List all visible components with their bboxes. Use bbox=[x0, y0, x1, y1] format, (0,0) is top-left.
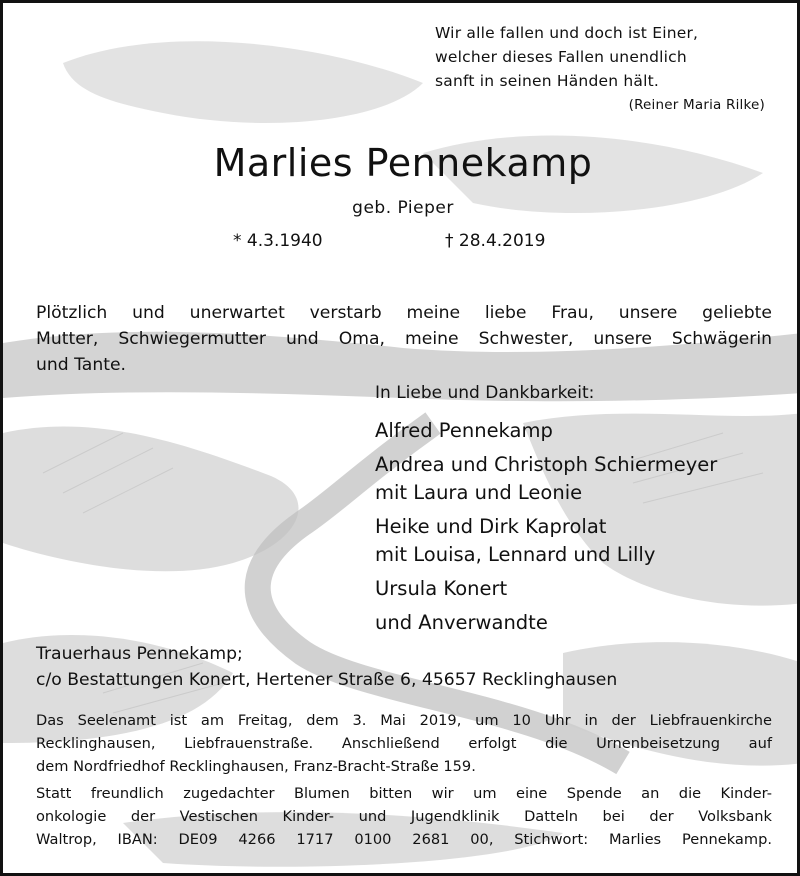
mourner-name: Ursula Konert bbox=[375, 577, 508, 600]
mourner-name: Alfred Pennekamp bbox=[375, 419, 553, 442]
quote-author: (Reiner Maria Rilke) bbox=[628, 97, 765, 113]
address-line: Trauerhaus Pennekamp; bbox=[36, 644, 243, 664]
deceased-name: Marlies Pennekamp bbox=[213, 141, 593, 185]
mourner-name: Andrea und Christoph Schiermeyer bbox=[375, 453, 718, 476]
mourners-heading: In Liebe und Dankbarkeit: bbox=[375, 383, 595, 403]
birth-name: geb. Pieper bbox=[352, 198, 454, 218]
mourner-name: mit Laura und Leonie bbox=[375, 481, 583, 504]
death-date: † 28.4.2019 bbox=[445, 231, 546, 251]
service-line: Das Seelenamt ist am Freitag, dem 3. Mai 2019, um 10 Uhr in der Liebfrauenkirche bbox=[36, 712, 772, 729]
donation-line: Statt freundlich zugedachter Blumen bitten wir um eine Spende an die Kinder- bbox=[36, 785, 772, 802]
intro-line: Plötzlich und unerwartet verstarb meine liebe Frau, unsere geliebte bbox=[36, 303, 772, 323]
mourner-name: Heike und Dirk Kaprolat bbox=[375, 515, 607, 538]
quote-line: Wir alle fallen und doch ist Einer, bbox=[435, 24, 699, 42]
mourning-house-address bbox=[36, 641, 617, 693]
birth-date: * 4.3.1940 bbox=[233, 231, 323, 251]
rilke-quote bbox=[435, 21, 765, 117]
service-line: Recklinghausen, Liebfrauenstraße. Anschließend erfolgt die Urnenbeisetzung auf bbox=[36, 735, 772, 752]
quote-line: welcher dieses Fallen unendlich bbox=[435, 48, 687, 66]
service-line: dem Nordfriedhof Recklinghausen, Franz-Bracht-Straße 159. bbox=[36, 758, 476, 775]
donation-line: Waltrop, IBAN: DE09 4266 1717 0100 2681 00, Stichwort: Marlies Pennekamp. bbox=[36, 831, 772, 848]
quote-line: sanft in seinen Händen hält. bbox=[435, 72, 660, 90]
intro-text bbox=[36, 300, 772, 378]
donation-line: onkologie der Vestischen Kinder- und Jugendklinik Datteln bei der Volksbank bbox=[36, 808, 772, 825]
address-line: c/o Bestattungen Konert, Hertener Straße 6, 45657 Recklinghausen bbox=[36, 670, 618, 690]
mourner-name: mit Louisa, Lennard und Lilly bbox=[375, 543, 656, 566]
intro-line: und Tante. bbox=[36, 355, 127, 375]
mourners-list bbox=[375, 417, 717, 637]
funeral-service-info bbox=[36, 709, 772, 778]
mourner-name: und Anverwandte bbox=[375, 611, 548, 634]
intro-line: Mutter, Schwiegermutter und Oma, meine Schwester, unsere Schwägerin bbox=[36, 329, 772, 349]
donation-request bbox=[36, 782, 772, 851]
